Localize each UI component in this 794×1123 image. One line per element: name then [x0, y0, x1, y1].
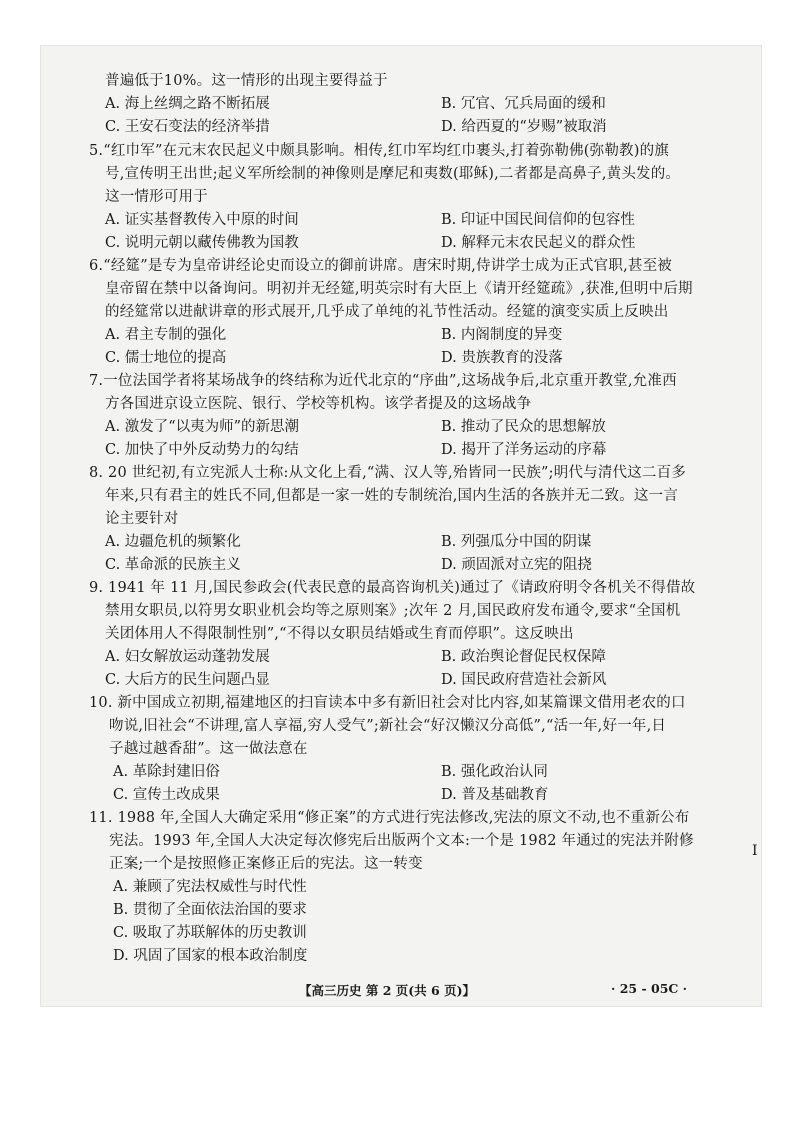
q6-option-c: C. 儒士地位的提高 [105, 350, 227, 366]
q10-option-d: D. 普及基础教育 [441, 787, 549, 803]
q6-stem-line3: 的经筵常以进献讲章的形式展开,几乎成了单纯的礼节性活动。经筵的演变实质上反映出 [105, 304, 669, 320]
page-footer: 【高三历史 第 2 页(共 6 页)】 [299, 983, 475, 998]
q10-option-a: A. 革除封建旧俗 [113, 764, 220, 780]
q10-stem-line2: 吻说,旧社会“不讲理,富人享福,穷人受气”;新社会“好汉懒汉分高低”,“活一年,好一年,日 [109, 718, 667, 734]
q4-option-d: D. 给西夏的“岁赐”被取消 [441, 119, 607, 135]
q9-stem-line3: 关团体用人不得限制性别”,“不得以女职员结婚或生育而停职”。这反映出 [105, 626, 574, 642]
q7-stem-line1: 7.一位法国学者将某场战争的终结称为近代北京的“序曲”,这场战争后,北京重开教堂,允准西 [89, 373, 677, 389]
q6-option-a: A. 君主专制的强化 [105, 327, 227, 343]
q4-option-b: B. 冗官、冗兵局面的缓和 [441, 96, 606, 112]
q7-option-b: B. 推动了民众的思想解放 [441, 419, 606, 435]
q4-option-a: A. 海上丝绸之路不断拓展 [105, 96, 270, 112]
paper-code: · 25 - 05C · [611, 981, 688, 996]
q10-option-b: B. 强化政治认同 [441, 764, 548, 780]
q10-stem-line1: 10. 新中国成立初期,福建地区的扫盲读本中多有新旧社会对比内容,如某篇课文借用老农的口 [89, 695, 686, 711]
q9-option-b: B. 政治舆论督促民权保障 [441, 649, 606, 665]
q5-option-d: D. 解释元末农民起义的群众性 [441, 235, 636, 251]
q8-option-a: A. 边疆危机的频繁化 [105, 534, 241, 550]
q9-stem-line1: 9. 1941 年 11 月,国民参政会(代表民意的最高咨询机关)通过了《请政府明令各机关不得借故 [89, 580, 696, 596]
q11-stem-line3: 正案;一个是按照修正案修正后的宪法。这一转变 [109, 856, 423, 872]
q10-stem-line3: 子越过越香甜”。这一做法意在 [109, 741, 308, 757]
q6-stem-line2: 皇帝留在禁中以备询问。明初并无经筵,明英宗时有大臣上《请开经筵疏》,获准,但明中后期 [105, 281, 693, 297]
q7-stem-line2: 方各国进京设立医院、银行、学校等机构。该学者提及的这场战争 [105, 396, 532, 412]
q9-option-d: D. 国民政府营造社会新风 [441, 672, 607, 688]
q9-option-c: C. 大后方的民生问题凸显 [105, 672, 270, 688]
q9-stem-line2: 禁用女职员,以符男女职业机会均等之原则案》;次年 2 月,国民政府发布通令,要求“全国机 [105, 603, 681, 619]
q5-option-b: B. 印证中国民间信仰的包容性 [441, 212, 635, 228]
q11-option-c: C. 吸取了苏联解体的历史教训 [113, 925, 307, 941]
q7-option-c: C. 加快了中外反动势力的勾结 [105, 442, 299, 458]
q8-stem-line1: 8. 20 世纪初,有立宪派人士称:从文化上看,“满、汉人等,殆皆同一民族”;明代与清代这二百多 [89, 465, 687, 481]
q4-option-c: C. 王安石变法的经济举措 [105, 119, 270, 135]
q8-option-d: D. 顽固派对立宪的阻挠 [441, 557, 592, 573]
q11-stem-line1: 11. 1988 年,全国人大确定采用“修正案”的方式进行宪法修改,宪法的原文不动,也不重新公布 [89, 810, 690, 826]
q8-stem-line3: 论主要针对 [105, 511, 179, 527]
q11-option-a: A. 兼顾了宪法权威性与时代性 [113, 879, 307, 895]
q9-option-a: A. 妇女解放运动蓬勃发展 [105, 649, 270, 665]
q11-option-d: D. 巩固了国家的根本政治制度 [113, 948, 308, 964]
q6-option-b: B. 内阁制度的异变 [441, 327, 563, 343]
q11-option-b: B. 贯彻了全面依法治国的要求 [113, 902, 307, 918]
q8-option-b: B. 列强瓜分中国的阴谋 [441, 534, 592, 550]
q6-option-d: D. 贵族教育的没落 [441, 350, 563, 366]
q5-stem-line3: 这一情形可用于 [105, 189, 208, 205]
q5-option-c: C. 说明元朝以藏传佛教为国教 [105, 235, 299, 251]
q5-stem-line1: 5.“红巾军”在元末农民起义中颇具影响。相传,红巾军均红巾裹头,打着弥勒佛(弥勒教)的旗 [89, 143, 669, 159]
q6-stem-line1: 6.“经筵”是专为皇帝讲经论史而设立的御前讲席。唐宋时期,侍讲学士成为正式官职,甚至被 [89, 258, 672, 274]
q7-option-d: D. 揭开了洋务运动的序幕 [441, 442, 607, 458]
q5-option-a: A. 证实基督教传入中原的时间 [105, 212, 299, 228]
q5-stem-line2: 号,宣传明王出世;起义军所绘制的神像则是摩尼和夷数(耶稣),二者都是高鼻子,黄头发的。 [105, 166, 681, 182]
q4-stem: 普遍低于10%。这一情形的出现主要得益于 [105, 73, 388, 89]
q7-option-a: A. 激发了“以夷为师”的新思潮 [105, 419, 300, 435]
q11-stem-line2: 宪法。1993 年,全国人大决定每次修宪后出版两个文本:一个是 1982 年通过的宪法并附修 [109, 833, 694, 849]
margin-mark: I [752, 843, 758, 859]
exam-page [40, 45, 762, 1007]
q8-stem-line2: 年来,只有君主的姓氏不同,但都是一家一姓的专制统治,国内生活的各族并无二致。这一言 [105, 488, 679, 504]
q10-option-c: C. 宣传土改成果 [113, 787, 220, 803]
q8-option-c: C. 革命派的民族主义 [105, 557, 241, 573]
